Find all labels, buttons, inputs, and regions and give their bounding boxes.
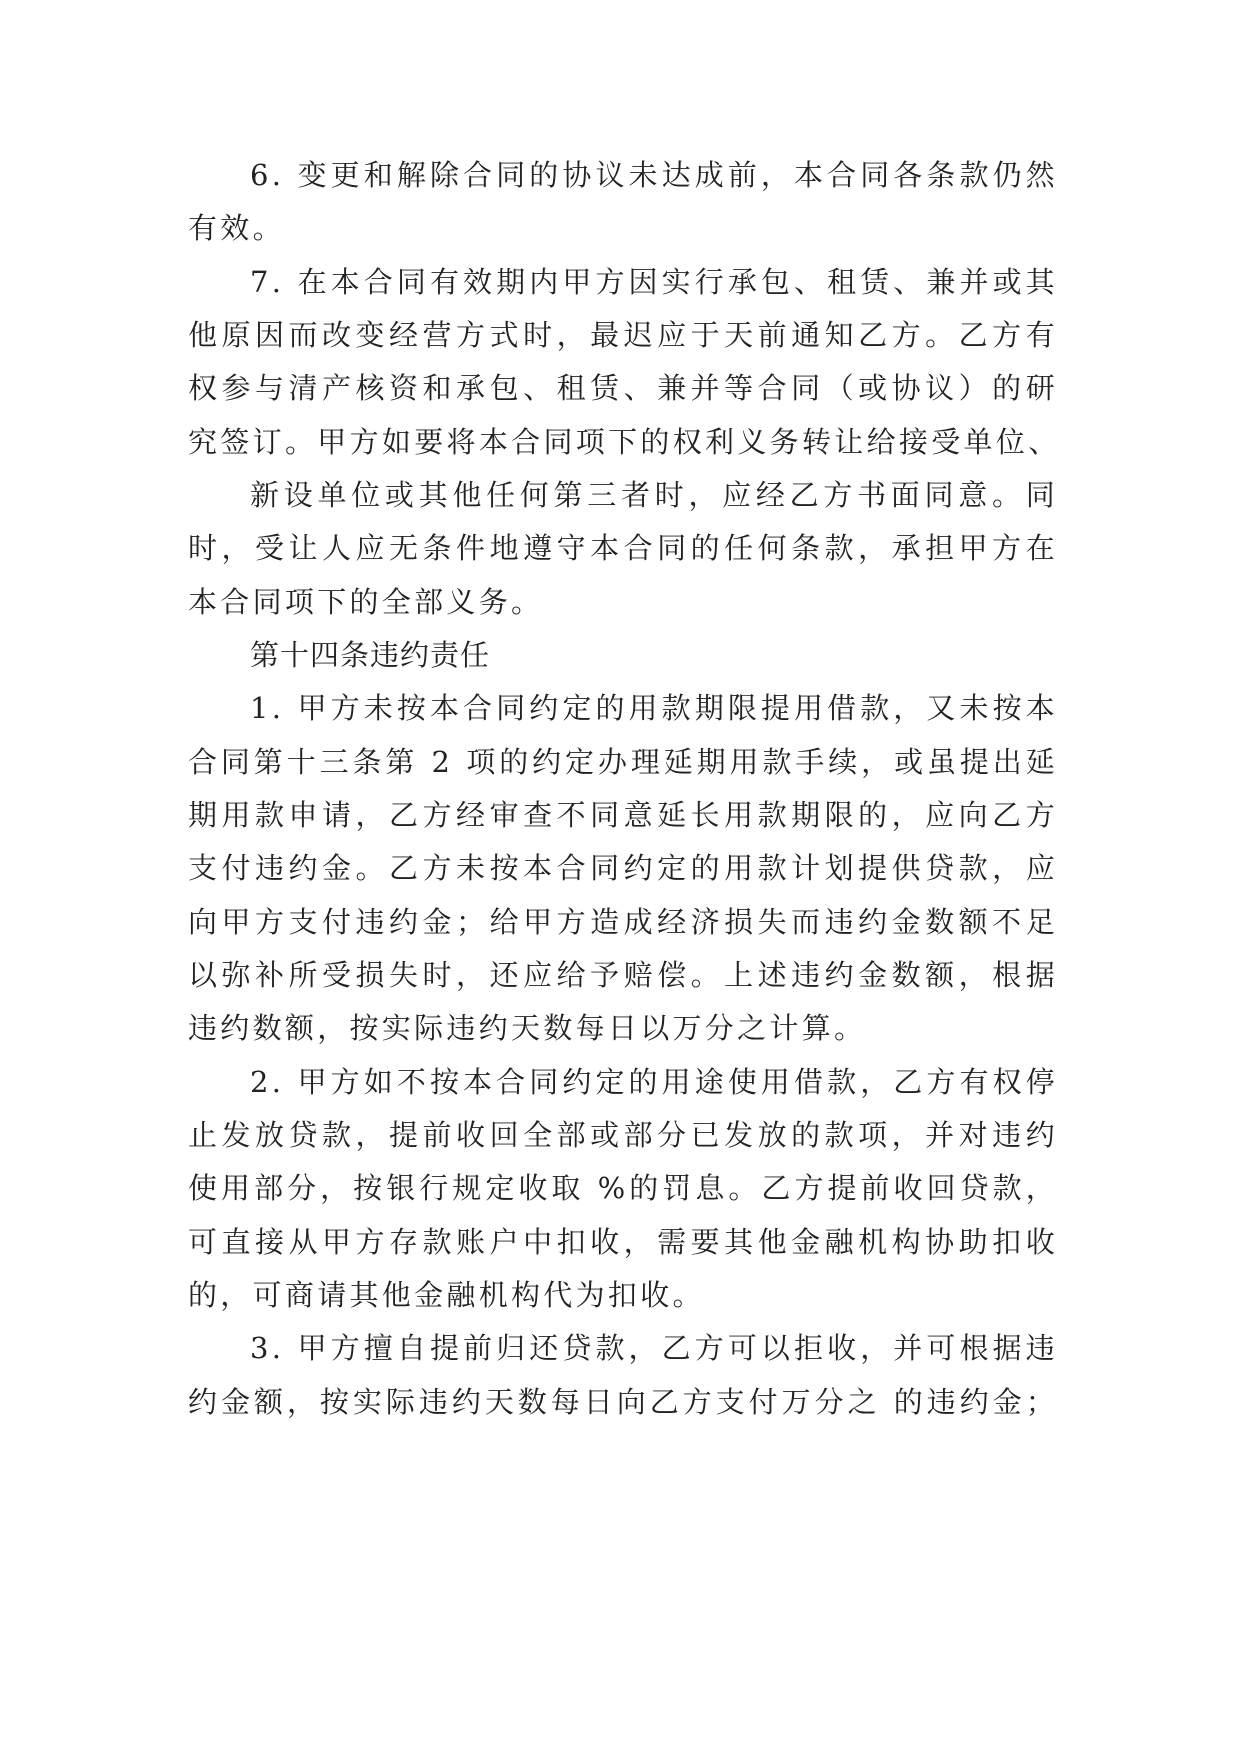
text-line: 以弥补所受损失时，还应给予赔偿。上述违约金数额，根据: [188, 958, 1058, 992]
text-line: 2. 甲方如不按本合同约定的用途使用借款，乙方有权停: [250, 1065, 1058, 1099]
text-line: 的，可商请其他金融机构代为扣收。: [188, 1278, 705, 1312]
text-line: 有效。: [188, 211, 285, 245]
text-line: 时，受让人应无条件地遵守本合同的任何条款，承担甲方在: [188, 531, 1058, 565]
text-line: 他原因而改变经营方式时，最迟应于天前通知乙方。乙方有: [188, 318, 1058, 352]
section-heading: 第十四条违约责任: [250, 638, 491, 672]
text-line: 6. 变更和解除合同的协议未达成前，本合同各条款仍然: [250, 158, 1058, 192]
text-line: 7. 在本合同有效期内甲方因实行承包、租赁、兼并或其: [250, 265, 1058, 299]
text-line: 向甲方支付违约金；给甲方造成经济损失而违约金数额不足: [188, 905, 1058, 939]
text-line: 使用部分，按银行规定收取 %的罚息。乙方提前收回贷款，: [188, 1171, 1058, 1205]
text-line: 期用款申请，乙方经审查不同意延长用款期限的，应向乙方: [188, 798, 1058, 832]
text-line: 止发放贷款，提前收回全部或部分已发放的款项，并对违约: [188, 1118, 1058, 1152]
text-line: 究签订。甲方如要将本合同项下的权利义务转让给接受单位、: [188, 425, 1058, 459]
text-line: 支付违约金。乙方未按本合同约定的用款计划提供贷款，应: [188, 851, 1058, 885]
text-line: 新设单位或其他任何第三者时，应经乙方书面同意。同: [250, 478, 1058, 512]
text-line: 权参与清产核资和承包、租赁、兼并等合同（或协议）的研: [188, 371, 1058, 405]
text-line: 合同第十三条第 2 项的约定办理延期用款手续，或虽提出延: [188, 745, 1058, 779]
text-line: 1. 甲方未按本合同约定的用款期限提用借款，又未按本: [250, 691, 1058, 725]
text-line: 违约数额，按实际违约天数每日以万分之计算。: [188, 1011, 867, 1045]
text-line: 约金额，按实际违约天数每日向乙方支付万分之 的违约金；: [188, 1385, 1058, 1419]
text-line: 可直接从甲方存款账户中扣收，需要其他金融机构协助扣收: [188, 1225, 1058, 1259]
text-line: 本合同项下的全部义务。: [188, 585, 544, 619]
text-line: 3. 甲方擅自提前归还贷款，乙方可以拒收，并可根据违: [250, 1331, 1058, 1365]
